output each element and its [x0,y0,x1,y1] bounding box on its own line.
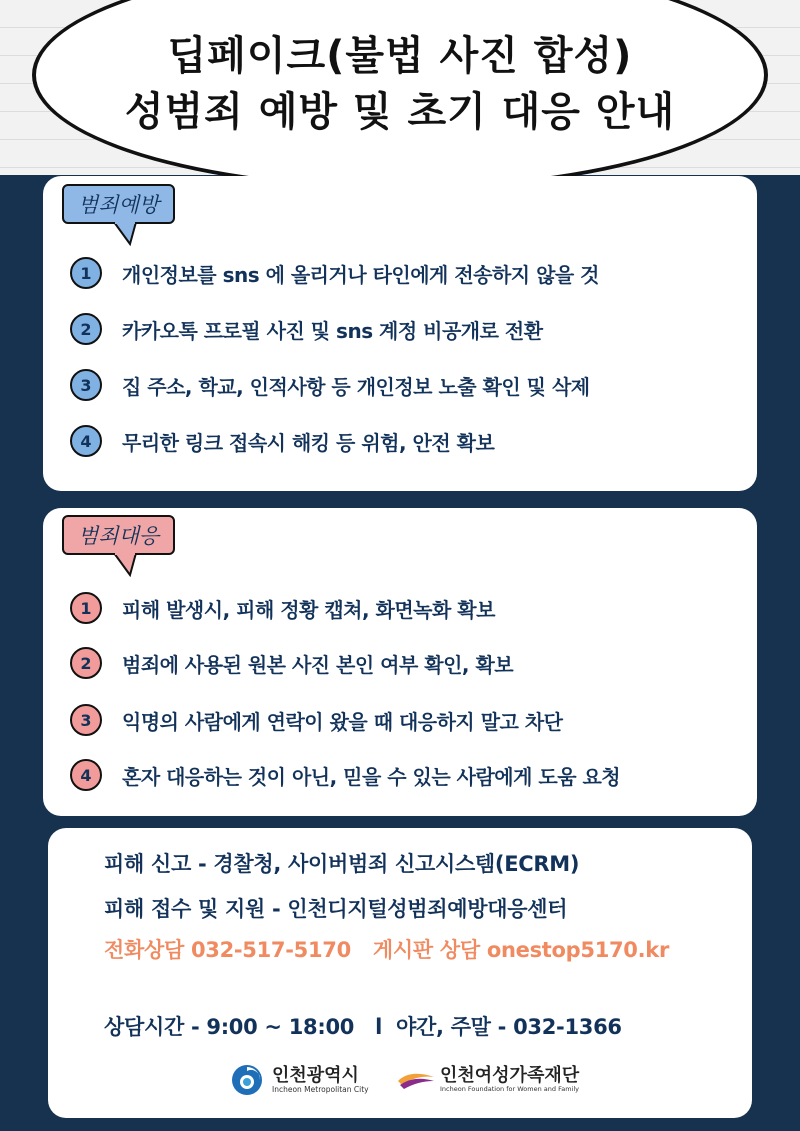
response-item-text: 범죄에 사용된 원본 사진 본인 여부 확인, 확보 [122,652,514,677]
prevention-item-3 [70,367,590,403]
prevention-tag: 범죄예방 [62,184,175,224]
foundation-logo [396,1066,579,1094]
prevention-item-text: 카카오톡 프로필 사진 및 sns 계정 비공개로 전환 [122,318,543,343]
page-title-line2: 성범죄 예방 및 초기 대응 안내 [124,89,676,135]
number-1-icon: 1 [70,257,102,289]
support-info: 피해 접수 및 지원 - 인천디지털성범죄예방대응센터 [104,897,568,921]
prevention-item-4 [70,423,494,459]
report-info: 피해 신고 - 경찰청, 사이버범죄 신고시스템(ECRM) [104,852,580,876]
number-3-icon: 3 [70,369,102,401]
number-4-icon: 4 [70,759,102,791]
prevention-item-1 [70,255,599,291]
number-4-icon: 4 [70,425,102,457]
page-title-line1: 딥페이크(불법 사진 합성) [167,33,633,79]
prevention-item-text: 무리한 링크 접속시 해킹 등 위험, 안전 확보 [122,430,495,455]
response-item-4 [70,757,620,793]
city-name: 인천광역시 [272,1065,359,1086]
response-tag: 범죄대응 [62,515,175,555]
phone-contact[interactable]: 전화상담 032-517-5170 [104,938,351,962]
incheon-city-emblem-icon [230,1063,264,1097]
hours-info: 상담시간 - 9:00 ~ 18:00 l 야간, 주말 - 032-1366 [104,1015,622,1039]
foundation-name: 인천여성가족재단 [440,1065,580,1086]
prevention-item-text: 집 주소, 학교, 인적사항 등 개인정보 노출 확인 및 삭제 [122,374,590,399]
response-tag-tail [112,553,142,579]
response-item-2 [70,645,513,681]
prevention-item-text: 개인정보를 sns 에 올리거나 타인에게 전송하지 않을 것 [122,262,600,287]
foundation-subtitle: Incheon Foundation for Women and Family [440,1085,579,1093]
prevention-item-2 [70,311,543,347]
foundation-emblem-icon [396,1067,436,1093]
number-2-icon: 2 [70,647,102,679]
number-3-icon: 3 [70,704,102,736]
response-item-3 [70,702,562,738]
board-contact-link[interactable]: 게시판 상담 onestop5170.kr [372,938,670,962]
number-2-icon: 2 [70,313,102,345]
incheon-city-logo [230,1063,369,1097]
number-1-icon: 1 [70,592,102,624]
response-item-1 [70,590,495,626]
contact-line [104,934,669,964]
prevention-tag-tail [112,222,142,248]
city-subtitle: Incheon Metropolitan City [272,1085,369,1094]
response-item-text: 혼자 대응하는 것이 아닌, 믿을 수 있는 사람에게 도움 요청 [122,764,621,789]
response-item-text: 피해 발생시, 피해 정황 캡쳐, 화면녹화 확보 [122,597,495,622]
response-item-text: 익명의 사람에게 연락이 왔을 때 대응하지 말고 차단 [122,709,563,734]
